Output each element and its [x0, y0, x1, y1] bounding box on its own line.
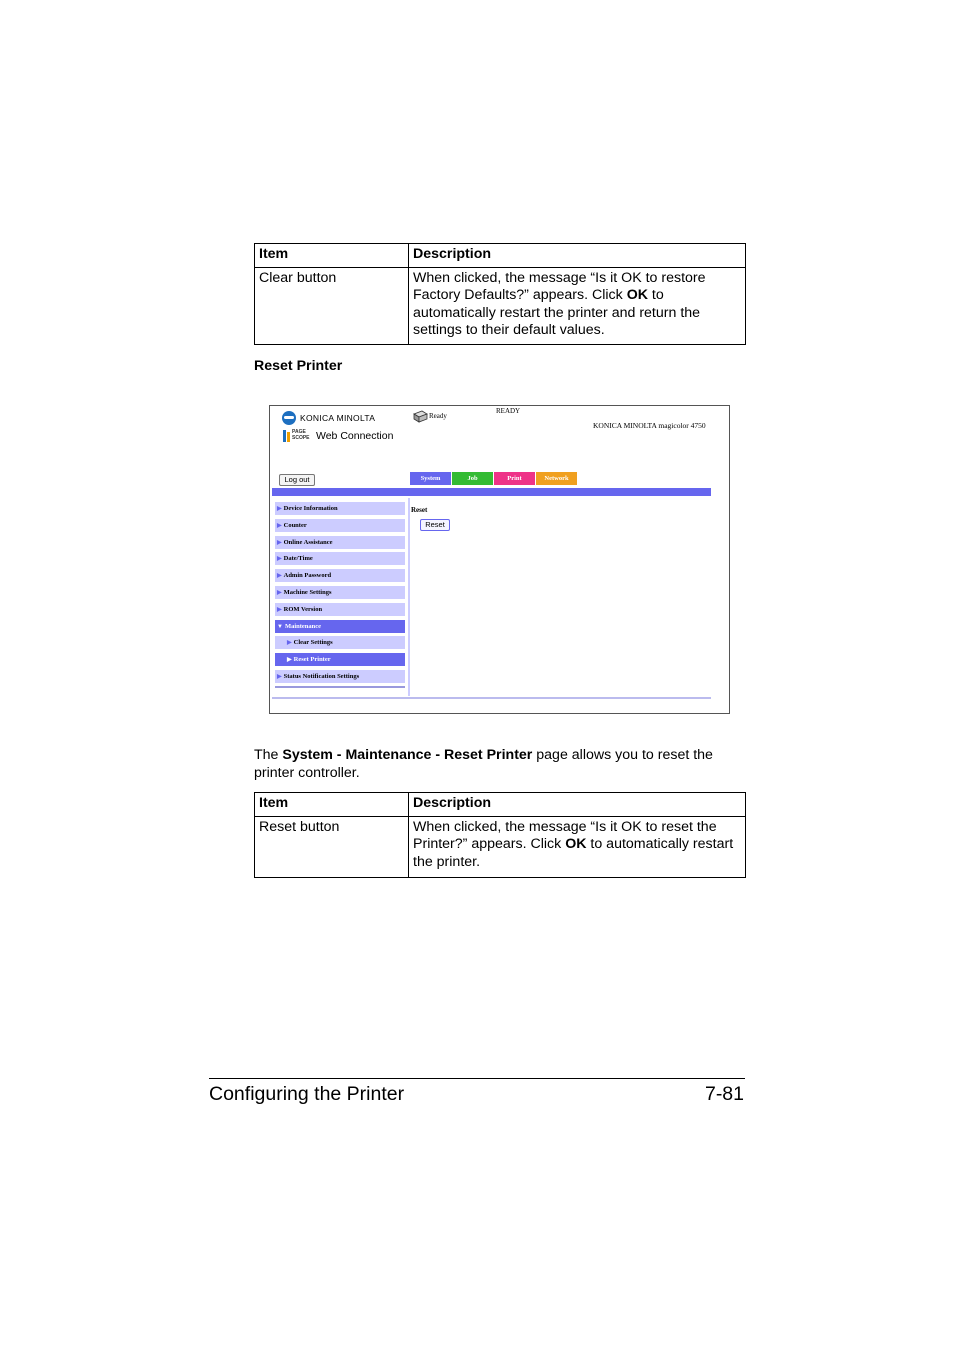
footer-rule — [209, 1078, 745, 1079]
desc-text: to automatically restart the printer and return the settings to their default values. — [413, 287, 701, 339]
sidebar-item-label: Maintenance — [284, 622, 322, 630]
triangle-right-icon: ▶ — [287, 640, 292, 647]
brand-name: KONICA MINOLTA — [300, 413, 376, 423]
table-row — [255, 816, 746, 877]
clear-button-table — [254, 243, 746, 345]
tab-job[interactable]: Job — [452, 472, 493, 485]
chapter-title: Configuring the Printer — [209, 1083, 405, 1105]
sidebar-item-label: Status Notification Settings — [283, 672, 360, 680]
sidebar-item-label: Counter — [283, 521, 307, 529]
sidebar-item-machine-settings[interactable] — [275, 586, 405, 599]
description-paragraph — [254, 746, 746, 782]
printer-icon — [412, 409, 428, 423]
konica-minolta-globe-icon — [282, 411, 296, 425]
sidebar-item-label: Clear Settings — [293, 639, 333, 647]
main-tabs — [410, 472, 578, 485]
para-text: page allows you to reset the printer controller. — [254, 747, 713, 781]
desc-bold: OK — [626, 287, 648, 304]
sidebar-item-admin-password[interactable] — [275, 569, 405, 582]
footer-bar — [272, 697, 711, 699]
sidebar-item-label: Machine Settings — [283, 588, 332, 596]
para-bold: System - Maintenance - Reset Printer — [282, 747, 533, 763]
content-divider — [408, 498, 410, 696]
table-cell-item: Clear button — [255, 267, 409, 344]
triangle-down-icon: ▼ — [277, 623, 283, 630]
triangle-right-icon: ▶ — [277, 673, 282, 680]
sidebar-item-label: Online Assistance — [283, 538, 333, 546]
triangle-right-icon: ▶ — [277, 573, 282, 580]
sidebar-item-counter[interactable] — [275, 519, 405, 532]
triangle-right-icon: ▶ — [287, 657, 292, 664]
table-header-item: Item — [255, 244, 409, 268]
web-connection-screenshot — [269, 405, 730, 714]
sidebar-item-label: ROM Version — [283, 605, 323, 613]
triangle-right-icon: ▶ — [277, 556, 282, 563]
sidebar-item-status-notification-settings[interactable] — [275, 670, 405, 683]
sidebar-item-rom-version[interactable] — [275, 603, 405, 616]
desc-text: to automatically restart the printer. — [413, 836, 734, 870]
reset-button[interactable]: Reset — [420, 519, 450, 531]
para-text: The — [254, 747, 283, 763]
sidebar-item-label: Date/Time — [283, 555, 313, 563]
table-header-description: Description — [409, 244, 746, 268]
tab-print[interactable]: Print — [494, 472, 535, 485]
logout-button[interactable]: Log out — [279, 474, 315, 486]
sidebar-divider — [275, 686, 405, 688]
sidebar-item-label: Device Information — [283, 505, 338, 512]
sidebar-item-date-time[interactable] — [275, 552, 405, 565]
printer-status-small: Ready — [429, 412, 447, 420]
pagescope-text: PAGE SCOPE — [292, 429, 310, 441]
sidebar-item-device-information[interactable] — [275, 502, 405, 515]
tab-system[interactable]: System — [410, 472, 451, 485]
pagescope-icon — [283, 429, 315, 443]
table-cell-description — [409, 816, 746, 877]
section-heading: Reset Printer — [254, 358, 343, 374]
triangle-right-icon: ▶ — [277, 539, 282, 546]
konica-minolta-logo — [282, 411, 375, 425]
sidebar-item-label: Admin Password — [283, 572, 332, 580]
content-title: Reset — [411, 506, 428, 514]
triangle-right-icon: ▶ — [277, 506, 282, 512]
table-cell-item: Reset button — [255, 816, 409, 877]
desc-text: When clicked, the message “Is it OK to restore Factory Defaults?” appears. Click — [413, 269, 706, 304]
sidebar-menu — [275, 502, 405, 687]
web-connection-title: Web Connection — [316, 430, 394, 442]
sidebar-item-label: Reset Printer — [293, 656, 331, 664]
triangle-right-icon: ▶ — [277, 522, 282, 529]
printer-status: READY — [496, 407, 521, 415]
header-bar — [272, 488, 711, 496]
desc-text: When clicked, the message “Is it OK to reset the Printer?” appears. Click — [413, 818, 717, 853]
table-row — [255, 267, 746, 344]
tab-network[interactable]: Network — [536, 472, 577, 485]
reset-button-table — [254, 792, 746, 878]
triangle-right-icon: ▶ — [277, 606, 282, 613]
sidebar-item-online-assistance[interactable] — [275, 536, 405, 549]
table-header-item: Item — [255, 793, 409, 817]
desc-bold: OK — [565, 836, 587, 853]
page-number: 7-81 — [704, 1083, 744, 1105]
sidebar-item-reset-printer[interactable] — [275, 653, 405, 666]
sidebar-item-maintenance[interactable] — [275, 620, 405, 633]
printer-model: KONICA MINOLTA magicolor 4750 — [593, 421, 706, 430]
table-header-description: Description — [409, 793, 746, 817]
table-cell-description — [409, 267, 746, 344]
sidebar-item-clear-settings[interactable] — [275, 636, 405, 649]
pagescope-logo — [283, 429, 393, 443]
triangle-right-icon: ▶ — [277, 589, 282, 596]
